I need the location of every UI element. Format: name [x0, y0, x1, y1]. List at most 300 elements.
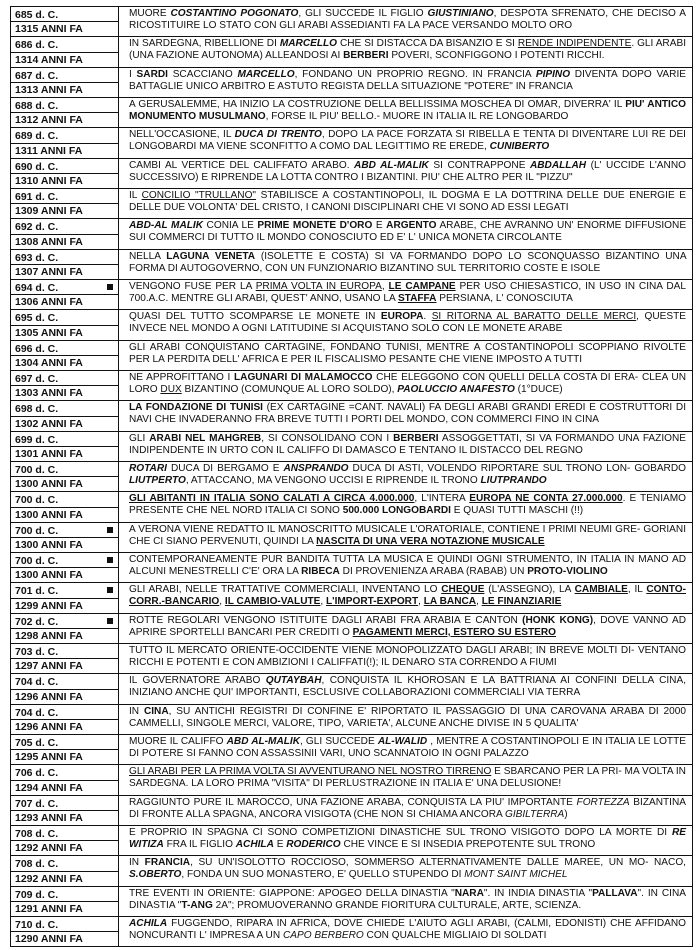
text-segment: PALLAVA [592, 887, 638, 899]
text-segment: (L' UCCIDE [586, 159, 645, 171]
timeline-row [11, 310, 693, 340]
text-segment: LUI RE DEI LONGOBARDI MA VIENE SCONFITTO A COMO DAL LEGITTIMO RE EREDE, [129, 129, 686, 153]
text-segment: S.OBERTO [129, 869, 182, 881]
event-text [119, 735, 692, 764]
event-text [119, 705, 692, 734]
text-segment: E PROPRIO IN SPAGNA CI SONO COMPETIZIONI DINASTICHE SUL TRONO VISIGOTO DOPO LA MORTE [129, 826, 653, 838]
text-segment: EUROPA NE CONTA 27.000.000 [469, 493, 623, 505]
text-segment: EUROPA [380, 311, 424, 323]
text-segment: (L'ASSEGNO), LA [484, 584, 575, 596]
text-segment: CONIA LE [203, 220, 258, 232]
text-segment: , MENTRE A COSTANTINOPOLI E IN ITALIA [427, 735, 635, 747]
text-segment: PERSIANA, L' CONOSCIUTA [436, 293, 573, 305]
timeline-row [11, 856, 693, 886]
text-segment: , [219, 596, 225, 608]
date-cell [11, 644, 119, 673]
years-ago-label: 1292 ANNI FA [11, 840, 118, 855]
text-segment: ROTTE REGOLARI VENGONO ISTITUITE DAGLI ARABI FRA ARABIA E CANTON [129, 614, 523, 626]
timeline-row [11, 553, 693, 583]
date-cell [11, 128, 119, 157]
text-segment: LE CAMPANE [388, 280, 456, 292]
text-segment: IL GOVERNATORE ARABO [129, 675, 266, 687]
event-text [119, 159, 692, 188]
date-cell [11, 826, 119, 855]
text-segment: CAMBI AL VERTICE DEL CALIFFATO ARABO. [129, 159, 355, 171]
text-segment: , [636, 311, 639, 323]
text-segment: FORTEZZA [576, 796, 630, 808]
text-segment: SCACCIANO [167, 68, 238, 80]
text-segment: PIPINO [535, 68, 571, 80]
text-segment: , IL [627, 584, 643, 596]
date-cell [11, 401, 119, 430]
text-segment: ". IN INDIA DINASTIA " [483, 887, 593, 899]
text-segment: QUTAYBAH [265, 675, 322, 687]
text-segment: , DOVE [593, 614, 629, 626]
date-cell [11, 159, 119, 188]
text-segment: GLI ARABI PER LA PRIMA VOLTA SI AVVENTURANO NEL NOSTRO TIRRENO [129, 766, 492, 778]
year-label: 696 d. C. [15, 342, 59, 355]
text-segment: 2A"; PROMUOVERANNO GRANDE FIORITURA CULTURALE, ARTE, SCIENZA. [212, 899, 582, 911]
text-segment: , DESPOTA SFRENATO, CHE [493, 8, 634, 19]
text-segment: MARCELLO [237, 68, 295, 80]
text-segment: GLI ARABI CONQUISTANO CARTAGINE, FONDANO TUNISI, MENTRE A COSTANTINOPOLI SCOPPIANO [129, 341, 639, 353]
text-segment: IN CINA DINASTIA " [129, 887, 686, 911]
text-segment: , [418, 596, 424, 608]
years-ago-label: 1302 ANNI FA [11, 416, 118, 431]
text-segment: , [320, 596, 327, 608]
years-ago-label: 1305 ANNI FA [11, 325, 118, 340]
date-cell [11, 796, 119, 825]
text-segment: ABD AL-MALIK [354, 159, 429, 171]
years-ago-label: 1306 ANNI FA [11, 294, 118, 309]
years-ago-label: 1297 ANNI FA [11, 658, 118, 673]
text-segment: PROTO-VIOLINO [527, 566, 608, 577]
text-segment: ACHILA [129, 917, 168, 929]
text-segment: ABD-AL MALIK [129, 220, 204, 232]
text-segment: DI [657, 826, 672, 838]
text-segment: RENDE INDIPENDENTE [517, 38, 632, 50]
text-segment: VENGONO FUSE PER LA [129, 280, 256, 292]
text-segment: STABILISCE A COSTANTINOPOLI, IL DOGMA E LA DOTTRINA DELLE DUE [256, 189, 625, 201]
text-segment: CAMBIALE [574, 584, 628, 596]
timeline-table [10, 6, 693, 947]
years-ago-label: 1296 ANNI FA [11, 689, 118, 704]
text-segment: NELL'OCCASIONE, IL [129, 129, 235, 141]
text-segment: BIZANTINO (COMUNQUE AL LORO SOLDO), [181, 384, 398, 396]
text-segment: SI CONTRAPPONE [428, 159, 530, 171]
text-segment: , SU UN'ISOLOTTO ROCCIOSO, SOMMERSO ALTERNATIVAMENTE DALLE MAREE, UN MO- [190, 857, 649, 869]
text-segment: ) [564, 808, 568, 820]
year-label: 695 d. C. [15, 312, 59, 325]
text-segment: A VERONA VIENE REDATTO IL MANOSCRITTO MUSICALE L'ORATORIALE, CONTIENE I PRIMI NEUMI GRE- [129, 523, 641, 535]
text-segment: AFFIDANO NONCURANTI L' IMPRESA A UN [129, 917, 687, 941]
text-segment: CONCILIO "TRULLANO" [141, 189, 257, 201]
text-segment: MUORE IL CALIFFO [129, 735, 227, 747]
text-segment: CINA [143, 705, 169, 717]
years-ago-label: 1300 ANNI FA [11, 507, 118, 522]
event-text [119, 644, 692, 673]
text-segment: NE APPROFITTANO I [129, 371, 234, 383]
text-segment: DIVENTA DOPO [570, 68, 652, 80]
text-segment: VANNO AD APRIRE SPORTELLI BANCARI PER CREDITI O [129, 614, 686, 638]
years-ago-label: 1292 ANNI FA [11, 871, 118, 886]
year-label: 702 d. C. [15, 615, 59, 628]
text-segment: FRA IL FIGLIO [163, 838, 236, 850]
text-segment: TENIAMO PRESENTE CHE NEL NORD ITALIA CI SONO [129, 493, 687, 517]
text-segment: LIUTPRANDO [480, 475, 547, 487]
text-segment: TRE EVENTI IN ORIENTE: GIAPPONE: APOGEO DELLA DINASTIA " [129, 887, 455, 899]
text-segment: . [423, 311, 432, 323]
text-segment: FRANCIA [144, 857, 191, 869]
event-text [119, 128, 692, 157]
year-label: 688 d. C. [15, 99, 59, 112]
timeline-row [11, 371, 693, 401]
event-text [119, 887, 692, 916]
text-segment: QUASI DEL TUTTO SCOMPARSE LE MONETE IN [129, 311, 381, 323]
date-cell [11, 280, 119, 309]
text-segment: RIBECA [301, 566, 340, 577]
text-segment: MARCELLO [279, 38, 338, 50]
event-text [119, 462, 692, 491]
text-segment: CUNIBERTO [489, 141, 550, 153]
text-segment: (1°DUCE) [514, 384, 563, 396]
date-cell [11, 492, 119, 521]
timeline-row [11, 37, 693, 67]
event-text [119, 826, 692, 855]
event-text [119, 523, 692, 552]
date-cell [11, 37, 119, 66]
event-text [119, 219, 692, 248]
year-label: 706 d. C. [15, 767, 59, 780]
event-text [119, 432, 692, 461]
year-label: 703 d. C. [15, 645, 59, 658]
timeline-row [11, 523, 693, 553]
timeline-row [11, 796, 693, 826]
text-segment: , SU ANTICHI REGISTRI DI CONFINE E' RIPORTATO IL PASSAGGIO DI UNA CAROVANA ARABA DI [168, 705, 659, 717]
text-segment: GORIANI CHE CI SIANO PERVENUTI, QUINDI LA [129, 523, 686, 547]
event-text [119, 250, 692, 279]
date-cell [11, 68, 119, 97]
event-text [119, 7, 692, 36]
text-segment: BERBERI [393, 432, 439, 444]
years-ago-label: 1301 ANNI FA [11, 446, 118, 461]
timeline-row [11, 887, 693, 917]
timeline-row [11, 614, 693, 644]
text-segment: , [381, 280, 389, 292]
year-label: 690 d. C. [15, 160, 59, 173]
timeline-row [11, 280, 693, 310]
text-segment: A GERUSALEMME, HA INIZIO LA COSTRUZIONE DELLA BELLISSIMA MOSCHEA DI OMAR, DIVERRA' IL [129, 98, 622, 110]
years-ago-label: 1298 ANNI FA [11, 628, 118, 643]
timeline-row [11, 583, 693, 613]
text-segment: CINA, INIZIANO ANCHE QUI' IMPORTANTI, ESCLUSIVE COLLABORAZIONI COMMERCIALI VIA TERRA [129, 675, 686, 699]
event-text [119, 341, 692, 370]
text-segment: LA BANCA [423, 596, 477, 608]
text-segment: LIUTPERTO [129, 475, 186, 487]
event-text [119, 68, 692, 97]
event-text [119, 796, 692, 825]
years-ago-label: 1296 ANNI FA [11, 719, 118, 734]
year-label: 710 d. C. [15, 918, 59, 931]
years-ago-label: 1294 ANNI FA [11, 780, 118, 795]
text-segment: , FORSE IL PIU' BELLO.- MUORE IN ITALIA IL RE LONGOBARDO [265, 111, 569, 123]
text-segment: DUCA DI BERGAMO E [166, 462, 284, 474]
event-text [119, 371, 692, 400]
year-label: 700 d. C. [15, 494, 59, 507]
text-segment: FUGGENDO, RIPARA IN AFRICA, DOVE CHIEDE L'AIUTO AGLI ARABI, (CALMI, EDONISTI) CHE [167, 917, 632, 929]
text-segment: CONTO-CORR.-BANCARIO [129, 584, 686, 608]
years-ago-label: 1307 ANNI FA [11, 264, 118, 279]
text-segment: . E [622, 493, 637, 505]
years-ago-label: 1312 ANNI FA [11, 112, 118, 127]
text-segment: (ISOLETTE E COSTA) SI VA FORMANDO DOPO LO SCONQUASSO BIZANTINO UNA [255, 250, 687, 262]
text-segment: ARGENTO [386, 220, 437, 232]
date-cell [11, 7, 119, 36]
text-segment: ". [637, 887, 644, 899]
text-segment: DECISO A RICOSTITUIRE LO STATO CON GLI ARABI ASSEDIANTI FA LA PACE VERSANDO MOLTO ORO [129, 8, 686, 32]
text-segment: COSTANTINO POGONATO [170, 8, 299, 19]
square-bullet-icon [107, 618, 113, 624]
text-segment: VENTANO RICCHI E POTENTI E CON AMBIZIONI I CALIFFATI(!); IL DENARO STA CORRENDO A FIUMI [129, 644, 686, 668]
square-bullet-icon [107, 557, 113, 563]
years-ago-label: 1304 ANNI FA [11, 355, 118, 370]
event-text [119, 674, 692, 703]
timeline-row [11, 644, 693, 674]
text-segment: LAGUNARI DI MALAMOCCO [234, 371, 373, 383]
text-segment: L'IMPORT-EXPORT [326, 596, 419, 608]
text-segment: ROTARI [129, 462, 167, 474]
text-segment: IL CAMBIO-VALUTE [224, 596, 321, 608]
year-label: 707 d. C. [15, 797, 59, 810]
text-segment: RE WITIZA [129, 826, 687, 850]
date-cell [11, 523, 119, 552]
year-label: 687 d. C. [15, 69, 59, 82]
text-segment: ARABE, CHE AVRANNO UN' ENORME [436, 220, 622, 232]
text-segment: LAGUNA VENETA [166, 250, 256, 262]
text-segment: NELLA [129, 250, 167, 262]
text-segment: T-ANG [181, 899, 213, 911]
year-label: 698 d. C. [15, 403, 59, 416]
timeline-row [11, 401, 693, 431]
timeline-row [11, 765, 693, 795]
square-bullet-icon [107, 587, 113, 593]
text-segment: , CONQUISTA IL KHOROSAN E LA BATTRIANA AI CONFINI DELLA [321, 675, 654, 687]
text-segment: DI NAVI CHE INVADERANNO FRA BREVE TUTTI I PORTI DEL MONDO, CON COMMERCI FINO IN CINA [129, 402, 687, 426]
years-ago-label: 1300 ANNI FA [11, 537, 118, 552]
event-text [119, 189, 692, 218]
date-cell [11, 705, 119, 734]
text-segment: TUTTO IL MERCATO ORIENTE-OCCIDENTE VIENE MONOPOLIZZATO DAGLI ARABI; IN BREVE MOLTI DI- [129, 644, 635, 656]
text-segment: PIU' ANTICO MONUMENTO MUSULMANO [129, 98, 686, 123]
text-segment: GLI ARABI, NELLE TRATTATIVE COMMERCIALI, INVENTANO LO [129, 584, 442, 596]
text-segment: PRIMA VOLTA IN EUROPA [255, 280, 382, 292]
text-segment: 500.000 LONGOBARDI [342, 505, 451, 517]
year-label: 700 d. C. [15, 554, 59, 567]
text-segment: 2000 CAMMELLI, SINGOLE MERCI, VALORE, TIPO, VARIETA', ALCUNE ANCHE DIVISE IN 5 QUALITA' [129, 705, 686, 729]
text-segment: RAGGIUNTO PURE IL MAROCCO, UNA FAZIONE ARABA, CONQUISTA LA PIU' IMPORTANTE [129, 796, 577, 808]
text-segment: , FONDA UN SUO MONASTERO, E' QUELLO STUPENDO DI [181, 869, 465, 881]
year-label: 697 d. C. [15, 372, 59, 385]
date-cell [11, 674, 119, 703]
year-label: 704 d. C. [15, 706, 59, 719]
year-label: 686 d. C. [15, 39, 59, 52]
text-segment: ENERGIE E DELLE DUE VOLONTA' DEL CRISTO, I CANONI DISCIPLINARI CHE VI SONO AD ESSI LEGATI [129, 189, 686, 214]
timeline-row [11, 159, 693, 189]
year-label: 693 d. C. [15, 251, 59, 264]
text-segment: QUESTE INVECE NEL MONDO A OGNI LATITUDINE SI ACQUISTANO SOLO CON LE MONETE ARABE [129, 311, 686, 335]
text-segment: VARIE BATTAGLIE UNICO ARBITRO E ASTUTO REGISTA DELLA SITUAZIONE "POTERE" IN FRANCIA [129, 68, 686, 92]
text-segment: L'ANNO SUCCESSIVO) E RIPRENDE LA LOTTA CONTRO I BIZANTINI. PIU' CHE ALTRO PER IL "PIZZU" [129, 159, 686, 183]
date-cell [11, 432, 119, 461]
text-segment: CON QUALCHE MIGLIAIO DI SOLDATI [363, 929, 547, 941]
text-segment: E QUASI TUTTI MASCHI (!!) [450, 505, 584, 517]
year-label: 691 d. C. [15, 190, 59, 203]
event-text [119, 310, 692, 339]
text-segment: GLI [129, 432, 150, 444]
text-segment: CINA DAL 700.A.C. MENTRE GLI ARABI, QUEST' ANNO, USANO LA [129, 280, 687, 305]
years-ago-label: 1295 ANNI FA [11, 749, 118, 764]
text-segment: FORMA DI AUTOGOVERNO, CON UN FUNZIONARIO BIZANTINO SUL TERRITORIO COSTE E ISOLE [129, 262, 601, 274]
year-label: 708 d. C. [15, 858, 59, 871]
years-ago-label: 1314 ANNI FA [11, 52, 118, 67]
text-segment: , [476, 596, 482, 608]
timeline-row [11, 219, 693, 249]
event-text [119, 492, 692, 521]
text-segment: NACO, [654, 857, 686, 869]
text-segment: CONTEMPORANEAMENTE PUR BANDITA TUTTA LA MUSICA E QUINDI OGNI STRUMENTO, IN ITALIA IN [129, 553, 635, 565]
date-cell [11, 98, 119, 127]
text-segment: GLI ABITANTI IN ITALIA SONO CALATI A CIRCA 4.000.000 [129, 493, 415, 505]
text-segment: ABD AL-MALIK [226, 735, 300, 747]
text-segment: , DOPO LA PACE FORZATA SI RIBELLA E TENTA DI DIVENTARE [321, 129, 629, 141]
timeline-row [11, 735, 693, 765]
timeline-row [11, 432, 693, 462]
date-cell [11, 765, 119, 794]
event-text [119, 37, 692, 66]
timeline-row [11, 250, 693, 280]
text-segment: ACHILA [235, 838, 274, 850]
text-segment: STAFFA [397, 293, 437, 305]
text-segment: RODERICO [286, 838, 341, 850]
text-segment: , GLI SUCCEDE [300, 735, 378, 747]
text-segment: ASSOGGETTATI, SI VA FORMANDO UNA [438, 432, 639, 444]
year-label: 685 d. C. [15, 9, 59, 21]
text-segment: MUORE [129, 8, 171, 19]
years-ago-label: 1291 ANNI FA [11, 901, 118, 916]
text-segment: ABDALLAH [529, 159, 587, 171]
text-segment: E [273, 838, 287, 850]
years-ago-label: 1315 ANNI FA [11, 21, 118, 36]
timeline-row [11, 674, 693, 704]
text-segment: BIZANTINA DI FRONTE ALLA SPAGNA, ANCORA VISIGOTA (CHE NON SI CHIAMA ANCORA [129, 796, 686, 820]
timeline-row [11, 705, 693, 735]
date-cell [11, 371, 119, 400]
text-segment: FAZIONE INDIPENDENTE IN URTO CON IL CALIFFO DI DAMASCO E TENTANO IL DISTACCO DEL REGNO [129, 432, 686, 456]
date-cell [11, 462, 119, 491]
text-segment: , ATTACCANO, MA VENGONO UCCISI E RIPRENDE IL TRONO [185, 475, 481, 487]
timeline-row [11, 492, 693, 522]
year-label: 705 d. C. [15, 736, 59, 749]
text-segment: IL [129, 189, 142, 201]
text-segment: I [129, 68, 137, 80]
years-ago-label: 1303 ANNI FA [11, 385, 118, 400]
text-segment: , SI CONSOLIDANO CON I [261, 432, 394, 444]
text-segment: CHE SI DISTACCA DA BISANZIO E SI [337, 38, 518, 50]
text-segment: BERBERI [343, 50, 389, 62]
text-segment: CHE VINCE E SI INSEDIA PREPOTENTE SUL TRONO [340, 838, 596, 850]
text-segment: AL-WALID [377, 735, 428, 747]
date-cell [11, 189, 119, 218]
timeline-row [11, 462, 693, 492]
text-segment: IN [129, 857, 145, 869]
event-text [119, 917, 692, 946]
timeline-row [11, 128, 693, 158]
text-segment: , FONDANO UN PROPRIO REGNO. IN FRANCIA [294, 68, 536, 80]
event-text [119, 280, 692, 309]
event-text [119, 401, 692, 430]
date-cell [11, 614, 119, 643]
years-ago-label: 1300 ANNI FA [11, 476, 118, 491]
date-cell [11, 856, 119, 885]
text-segment: MA VOLTA IN SARDEGNA. LA LORO PRIMA "VISITA" DI PERLUSTRAZIONE IN ITALIA E' UNA DELUSIONE! [129, 766, 686, 790]
year-label: 699 d. C. [15, 433, 59, 446]
text-segment: MANO AD ALCUNI MENESTRELLI C'E' ORA LA [129, 553, 687, 577]
text-segment: E SBARCANO PER LA PRI- [491, 766, 622, 778]
event-text [119, 856, 692, 885]
date-cell [11, 310, 119, 339]
text-segment: SARDI [136, 68, 168, 80]
text-segment: LE FINANZIARIE [481, 596, 562, 608]
years-ago-label: 1293 ANNI FA [11, 810, 118, 825]
date-cell [11, 341, 119, 370]
date-cell [11, 735, 119, 764]
timeline-row [11, 189, 693, 219]
timeline-row [11, 826, 693, 856]
text-segment: , GLI SUCCEDE IL FIGLIO [298, 8, 428, 19]
timeline-row [11, 7, 693, 37]
text-segment: GIBILTERRA [504, 808, 565, 820]
year-label: 689 d. C. [15, 130, 59, 143]
event-text [119, 553, 692, 582]
text-segment: POVERI, SCONFIGGONO I POTENTI RICCHI. [388, 50, 605, 62]
text-segment: RIVOLTE PER LA PERDITA DELL' AFRICA E PER IL FISCALISMO PESANTE CHE VIENE IMPOSTO A TUTTI [129, 341, 686, 365]
text-segment: DUCA DI ASTI, VOLENDO RIPORTARE SUL TRONO LON- [348, 462, 631, 474]
timeline-row [11, 98, 693, 128]
text-segment: SI RITORNA AL BARATTO DELLE MERCI [431, 311, 637, 323]
event-text [119, 765, 692, 794]
year-label: 708 d. C. [15, 827, 59, 840]
text-segment: GIUSTINIANO [427, 8, 494, 19]
text-segment: LA FONDAZIONE DI TUNISI [129, 402, 263, 414]
text-segment: , L'INTERA [414, 493, 470, 505]
event-text [119, 98, 692, 127]
year-label: 700 d. C. [15, 463, 59, 476]
event-text [119, 583, 692, 612]
year-label: 700 d. C. [15, 524, 59, 537]
text-segment: . [631, 38, 635, 50]
date-cell [11, 887, 119, 916]
text-segment: ARABI NEL MAHGREB [149, 432, 262, 444]
timeline-row [11, 68, 693, 98]
year-label: 692 d. C. [15, 221, 59, 234]
text-segment: (EX CARTAGINE =CANT. NAVALI) FA DEGLI ARABI GRANDI EREDI E COSTRUTTORI [262, 402, 673, 414]
date-cell [11, 917, 119, 946]
date-cell [11, 250, 119, 279]
date-cell [11, 583, 119, 612]
years-ago-label: 1300 ANNI FA [11, 567, 118, 582]
years-ago-label: 1308 ANNI FA [11, 234, 118, 249]
text-segment: DIFFUSIONE SUI COMMERCI DI TUTTO IL MONDO CONOSCIUTO ED E' L' UNICA MONETA CIRCOLANTE [129, 220, 687, 244]
